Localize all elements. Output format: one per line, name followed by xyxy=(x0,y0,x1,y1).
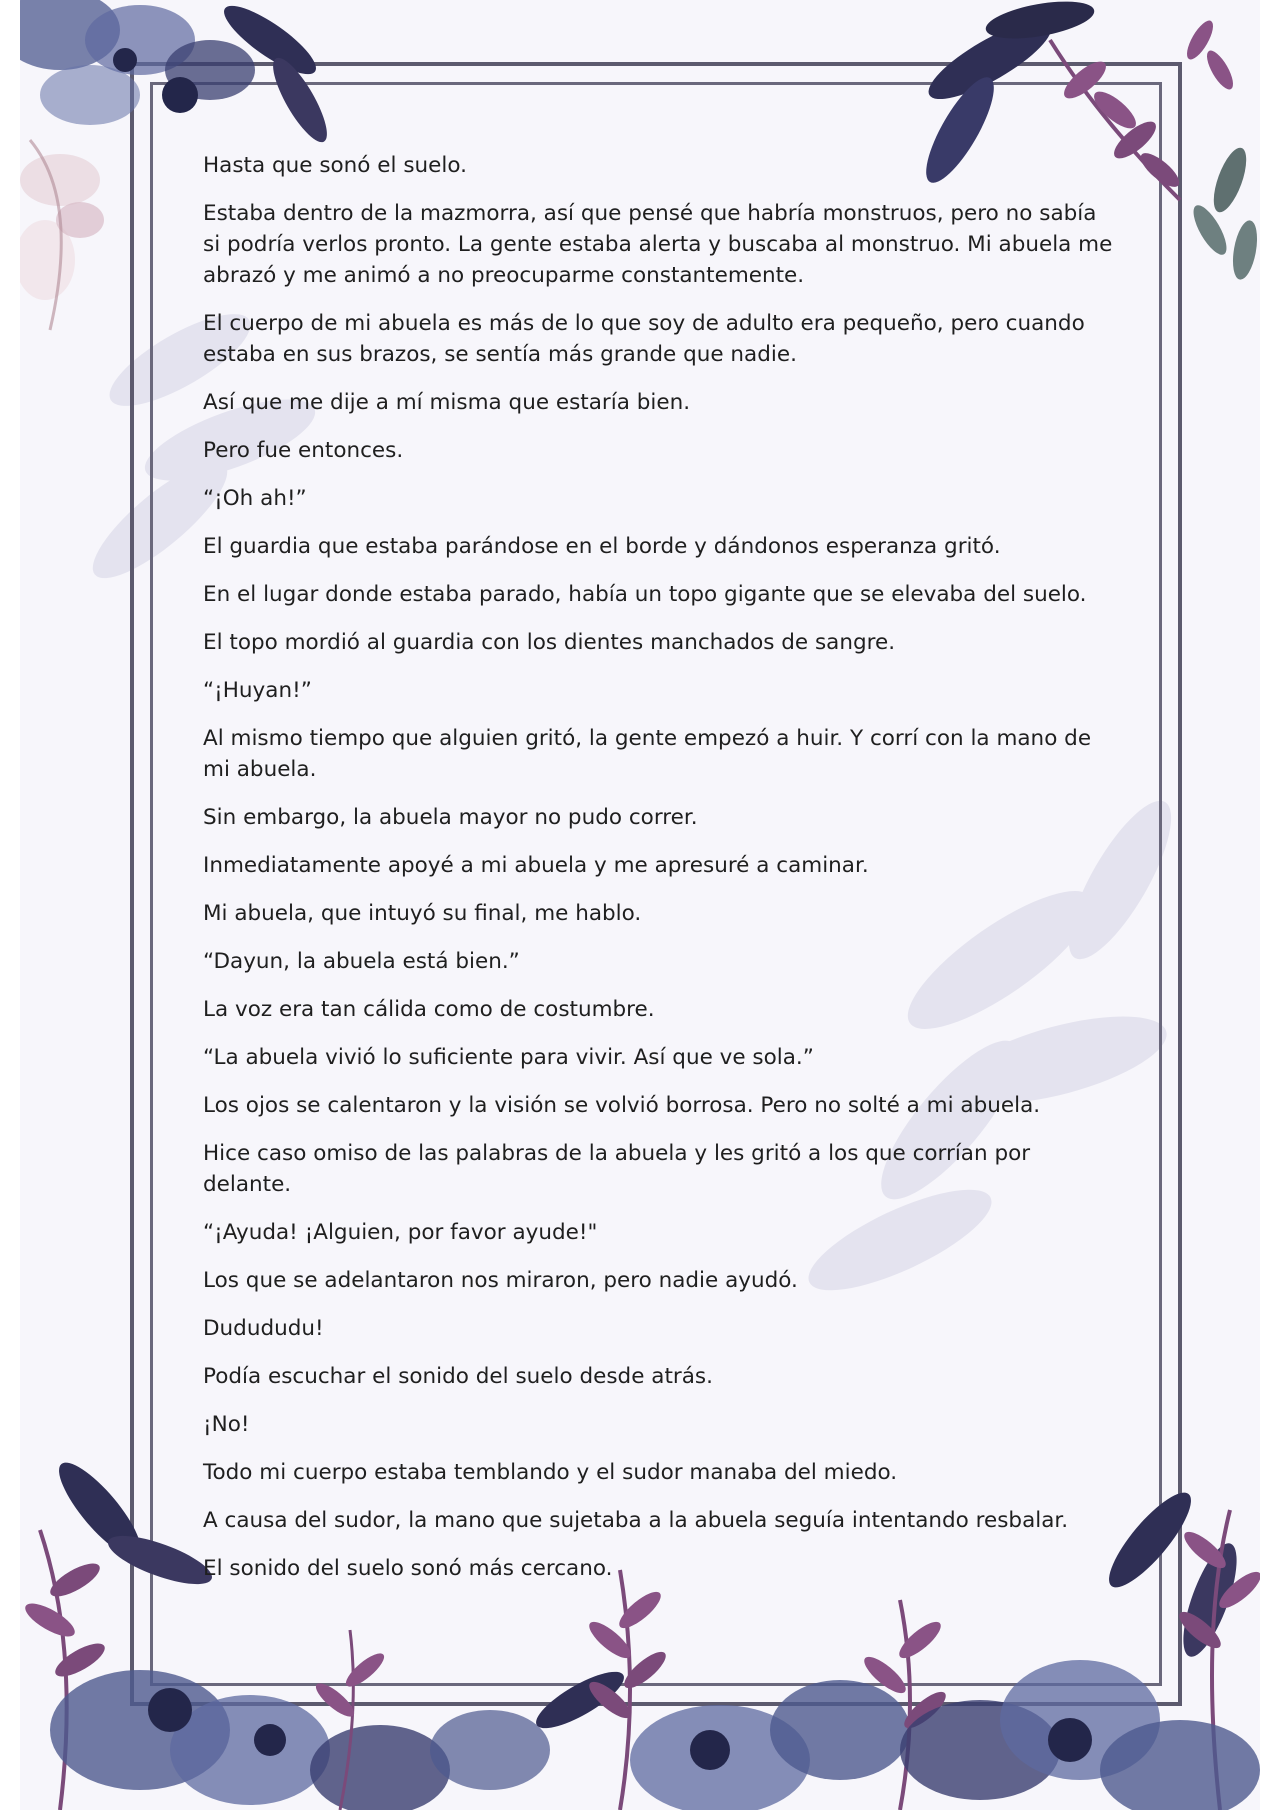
story-paragraph: El topo mordió al guardia con los dientes manchados de sangre. xyxy=(203,630,896,655)
story-paragraph: “La abuela vivió lo suficiente para vivir. Así que ve sola.” xyxy=(203,1045,814,1070)
story-paragraph: Pero fue entonces. xyxy=(203,438,404,463)
story-text-column xyxy=(203,150,1118,1601)
story-paragraph: Hice caso omiso de las palabras de la abuela y les gritó a los que corrían por delante. xyxy=(203,1141,1031,1197)
story-paragraph: Sin embargo, la abuela mayor no pudo correr. xyxy=(203,805,698,830)
story-paragraph: Todo mi cuerpo estaba temblando y el sudor manaba del miedo. xyxy=(203,1460,898,1485)
story-paragraph: “Dayun, la abuela está bien.” xyxy=(203,949,520,974)
story-paragraph: Inmediatamente apoyé a mi abuela y me apresuré a caminar. xyxy=(203,853,869,878)
story-paragraph: Estaba dentro de la mazmorra, así que pensé que habría monstruos, pero no sabía si podría verlos pronto. La gente estaba alerta y buscaba al monstruo. Mi abuela me abrazó y me animó a no preocuparme constantemente. xyxy=(203,201,1113,288)
story-paragraph: El sonido del suelo sonó más cercano. xyxy=(203,1556,613,1581)
story-paragraph: Hasta que sonó el suelo. xyxy=(203,153,467,178)
story-paragraph: Así que me dije a mí misma que estaría bien. xyxy=(203,390,691,415)
story-paragraph: Dudududu! xyxy=(203,1316,324,1341)
story-paragraph: “¡Huyan!” xyxy=(203,678,312,703)
story-paragraph: Al mismo tiempo que alguien gritó, la gente empezó a huir. Y corrí con la mano de mi abuela. xyxy=(203,726,1092,782)
story-paragraph: A causa del sudor, la mano que sujetaba a la abuela seguía intentando resbalar. xyxy=(203,1508,1069,1533)
story-paragraph: “¡Ayuda! ¡Alguien, por favor ayude!" xyxy=(203,1220,598,1245)
story-paragraph: Los que se adelantaron nos miraron, pero nadie ayudó. xyxy=(203,1268,798,1293)
story-paragraph: Podía escuchar el sonido del suelo desde atrás. xyxy=(203,1364,713,1389)
story-paragraph: Mi abuela, que intuyó su final, me hablo. xyxy=(203,901,642,926)
story-paragraph: El cuerpo de mi abuela es más de lo que soy de adulto era pequeño, pero cuando estaba en sus brazos, se sentía más grande que nadie. xyxy=(203,311,1085,367)
story-paragraph: La voz era tan cálida como de costumbre. xyxy=(203,997,655,1022)
story-paragraph: En el lugar donde estaba parado, había un topo gigante que se elevaba del suelo. xyxy=(203,582,1087,607)
story-paragraph: Los ojos se calentaron y la visión se volvió borrosa. Pero no solté a mi abuela. xyxy=(203,1093,1041,1118)
page-sheet xyxy=(20,0,1260,1810)
story-paragraph: El guardia que estaba parándose en el borde y dándonos esperanza gritó. xyxy=(203,534,1001,559)
story-paragraph: “¡Oh ah!” xyxy=(203,486,307,511)
story-paragraph: ¡No! xyxy=(203,1412,250,1437)
